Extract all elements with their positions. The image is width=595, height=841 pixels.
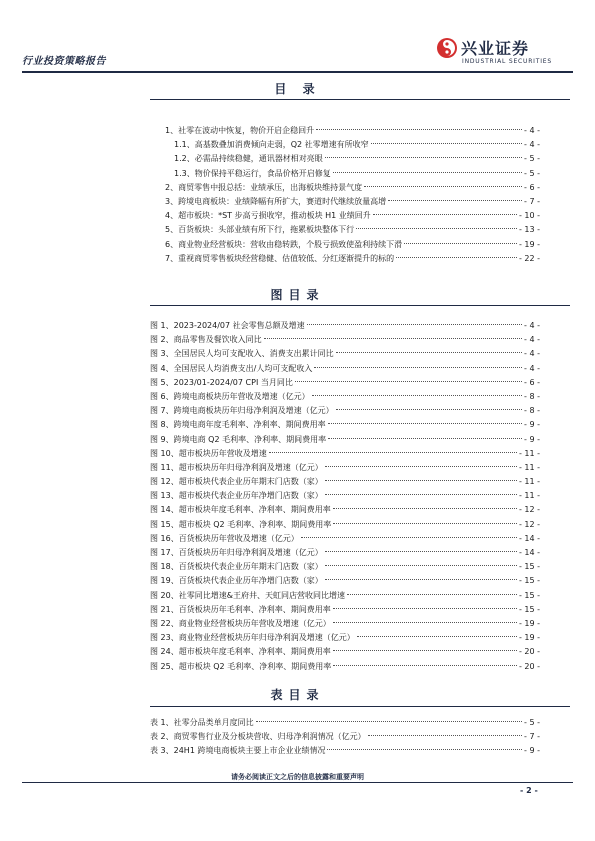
dot-leader <box>333 665 517 666</box>
figure-entry-page: - 9 - <box>524 420 540 430</box>
figure-entry[interactable] <box>150 390 540 404</box>
toc-entry-text: 6、商业物业经营板块：营收由稳转跌，个股亏损致使盈利持续下滑 <box>165 239 403 249</box>
figure-entry-text: 图 20、社零同比增速&王府井、天虹同店营收同比增速 <box>150 590 345 600</box>
dot-leader <box>336 352 522 353</box>
header-divider <box>22 71 573 73</box>
toc-list <box>150 124 540 266</box>
toc-entry[interactable] <box>150 209 540 223</box>
figure-entry-text: 图 6、跨境电商板块历年营收及增速（亿元） <box>150 391 310 401</box>
figure-entry[interactable] <box>150 660 540 674</box>
dot-leader <box>364 186 522 187</box>
figure-entry-page: - 12 - <box>518 519 540 529</box>
dot-leader <box>373 214 517 215</box>
logo-chinese-name: 兴业证券 <box>461 39 530 58</box>
figure-entry[interactable] <box>150 333 540 347</box>
figure-entry[interactable] <box>150 404 540 418</box>
dot-leader <box>325 466 517 467</box>
figure-entry-text: 图 24、超市板块年度毛利率、净利率、期间费用率 <box>150 647 331 657</box>
figure-entry-text: 图 12、超市板块代表企业历年期末门店数（家） <box>150 477 323 487</box>
toc-entry[interactable] <box>150 181 540 195</box>
dot-leader <box>328 438 522 439</box>
dot-leader <box>327 749 522 750</box>
figure-entry[interactable] <box>150 376 540 390</box>
toc-entry-page: - 6 - <box>524 182 540 192</box>
figure-entry[interactable] <box>150 347 540 361</box>
figure-entry[interactable] <box>150 362 540 376</box>
figure-entry-text: 图 8、跨境电商年度毛利率、净利率、期间费用率 <box>150 420 326 430</box>
toc-entry-text: 5、百货板块：头部业绩有所下行，拖累板块整体下行 <box>165 225 355 235</box>
figure-entry-text: 图 2、商品零售及餐饮收入同比 <box>150 335 262 345</box>
figure-entry-page: - 20 - <box>518 647 540 657</box>
figure-entry-page: - 11 - <box>518 491 540 501</box>
figure-entry-text: 图 17、百货板块历年归母净利润及增速（亿元） <box>150 548 323 557</box>
tables-title: 表目录 <box>270 688 325 702</box>
table-entry-page: - 5 - <box>524 718 540 727</box>
dot-leader <box>333 172 522 173</box>
figure-entry-text: 图 10、超市板块历年营收及增速 <box>150 448 267 458</box>
figure-entry-text: 图 11、超市板块历年归母净利润及增速（亿元） <box>150 462 323 472</box>
figure-entry[interactable] <box>150 418 540 432</box>
table-entry[interactable] <box>150 716 540 730</box>
figure-entry-text: 图 15、超市板块 Q2 毛利率、净利率、期间费用率 <box>150 519 332 529</box>
table-entry-page: - 9 - <box>524 746 540 756</box>
toc-entry-text: 1、社零在波动中恢复，物价开启企稳回升 <box>165 126 315 135</box>
dot-leader <box>336 409 522 410</box>
dot-leader <box>328 423 522 424</box>
dot-leader <box>357 636 517 637</box>
dot-leader <box>347 594 517 595</box>
figure-entry-text: 图 16、百货板块历年营收及增速（亿元） <box>150 533 299 543</box>
toc-entry-text: 4、超市板块：*ST 步高亏损收窄，推动板块 H1 业绩回升 <box>165 211 371 221</box>
figure-entry-page: - 9 - <box>524 434 540 444</box>
toc-entry-text: 2、商贸零售中报总括：业绩承压，出海板块维持景气度 <box>165 182 363 192</box>
toc-entry-page: - 5 - <box>524 168 540 178</box>
toc-entry[interactable] <box>150 152 540 166</box>
figures-list <box>150 319 540 674</box>
dot-leader <box>325 494 517 495</box>
figure-entry-page: - 11 - <box>518 462 540 472</box>
toc-entry-page: - 19 - <box>518 239 540 249</box>
dot-leader <box>307 324 522 325</box>
toc-entry-page: - 4 - <box>524 126 540 135</box>
dot-leader <box>404 243 517 244</box>
figure-entry[interactable] <box>150 603 540 617</box>
dot-leader <box>325 157 522 158</box>
figure-entry[interactable] <box>150 447 540 461</box>
figure-entry-page: - 4 - <box>524 321 540 330</box>
figure-entry[interactable] <box>150 631 540 645</box>
figure-entry-text: 图 19、百货板块代表企业历年净增门店数（家） <box>150 576 323 586</box>
figure-entry[interactable] <box>150 645 540 659</box>
figure-entry-page: - 4 - <box>524 335 540 345</box>
dot-leader <box>269 452 517 453</box>
figure-entry-page: - 8 - <box>524 406 540 416</box>
dot-leader <box>325 565 517 566</box>
tables-list <box>150 716 540 759</box>
figure-entry-text: 图 18、百货板块代表企业历年期末门店数（家） <box>150 562 323 572</box>
figure-entry-text: 图 14、超市板块年度毛利率、净利率、期间费用率 <box>150 505 331 515</box>
dot-leader <box>325 579 517 580</box>
dot-leader <box>333 508 517 509</box>
figure-entry-page: - 8 - <box>524 391 540 401</box>
dot-leader <box>333 622 517 623</box>
figure-entry[interactable] <box>150 475 540 489</box>
dot-leader <box>316 129 522 130</box>
tables-title-rule <box>150 706 570 707</box>
dot-leader <box>301 537 517 538</box>
figure-entry-text: 图 13、超市板块代表企业历年净增门店数（家） <box>150 491 323 501</box>
company-logo <box>436 36 554 72</box>
disclaimer-note: 请务必阅读正文之后的信息披露和重要声明 <box>231 773 364 781</box>
table-entry-text: 表 2、商贸零售行业及分板块营收、归母净利润情况（亿元） <box>150 732 366 742</box>
dot-leader <box>388 200 522 201</box>
figure-entry[interactable] <box>150 319 540 333</box>
logo-english-name: INDUSTRIAL SECURITIES <box>462 58 552 65</box>
toc-entry[interactable] <box>150 195 540 209</box>
toc-entry-text: 3、跨境电商板块：业绩降幅有所扩大，赛道时代继续放量高增 <box>165 196 387 206</box>
figure-entry-text: 图 4、全国居民人均消费支出/人均可支配收入 <box>150 363 313 373</box>
figure-entry-page: - 15 - <box>518 562 540 572</box>
table-entry[interactable] <box>150 730 540 744</box>
toc-title: 目 录 <box>274 82 321 96</box>
toc-entry[interactable] <box>150 124 540 138</box>
industrial-securities-logo-icon <box>436 37 458 59</box>
figure-entry-page: - 4 - <box>524 363 540 373</box>
dot-leader <box>256 721 522 722</box>
figure-entry[interactable] <box>150 489 540 503</box>
figures-title: 图目录 <box>270 288 325 302</box>
figure-entry-text: 图 25、超市板块 Q2 毛利率、净利率、期间费用率 <box>150 661 332 671</box>
toc-entry[interactable] <box>150 223 540 237</box>
toc-entry-text: 1.3、物价保持平稳运行，食品价格开启修复 <box>174 168 331 178</box>
dot-leader <box>333 523 517 524</box>
table-entry-page: - 7 - <box>524 732 540 742</box>
dot-leader <box>333 608 517 609</box>
toc-entry-page: - 7 - <box>524 196 540 206</box>
figure-entry-page: - 6 - <box>524 377 540 387</box>
figure-entry[interactable] <box>150 617 540 631</box>
toc-title-rule <box>150 99 570 100</box>
figure-entry-page: - 19 - <box>518 633 540 643</box>
figure-entry-text: 图 5、2023/01-2024/07 CPI 当月同比 <box>150 377 293 387</box>
dot-leader <box>295 381 522 382</box>
dot-leader <box>396 257 517 258</box>
toc-entry[interactable] <box>150 252 540 266</box>
figure-entry[interactable] <box>150 532 540 546</box>
toc-entry-page: - 10 - <box>518 211 540 221</box>
figure-entry-page: - 15 - <box>518 604 540 614</box>
dot-leader <box>264 338 522 339</box>
figure-entry-text: 图 23、商业物业经营板块历年归母净利润及增速（亿元） <box>150 633 355 643</box>
figure-entry[interactable] <box>150 518 540 532</box>
dot-leader <box>314 367 522 368</box>
toc-entry-page: - 4 - <box>524 140 540 150</box>
page-number: - 2 - <box>520 786 538 795</box>
figure-entry-text: 图 21、百货板块历年毛利率、净利率、期间费用率 <box>150 604 331 614</box>
report-type-label: 行业投资策略报告 <box>22 56 106 67</box>
dot-leader <box>325 480 517 481</box>
dot-leader <box>312 395 522 396</box>
figure-entry-page: - 20 - <box>518 661 540 671</box>
toc-entry-page: - 13 - <box>518 225 540 235</box>
figure-entry[interactable] <box>150 574 540 588</box>
toc-entry-page: - 22 - <box>518 253 540 263</box>
dot-leader <box>368 735 522 736</box>
figure-entry-page: - 15 - <box>518 590 540 600</box>
figure-entry-page: - 11 - <box>518 477 540 487</box>
table-entry-text: 表 1、社零分品类单月度同比 <box>150 718 254 727</box>
toc-entry-page: - 5 - <box>524 154 540 164</box>
toc-entry[interactable] <box>150 238 540 252</box>
figure-entry[interactable] <box>150 589 540 603</box>
dot-leader <box>325 551 517 552</box>
figure-entry-page: - 4 - <box>524 349 540 359</box>
figure-entry-text: 图 3、全国居民人均可支配收入、消费支出累计同比 <box>150 349 334 359</box>
figure-entry-text: 图 1、2023-2024/07 社会零售总额及增速 <box>150 321 305 330</box>
toc-entry[interactable] <box>150 167 540 181</box>
figure-entry-page: - 15 - <box>518 576 540 586</box>
dot-leader <box>356 228 517 229</box>
figure-entry-page: - 12 - <box>518 505 540 515</box>
dot-leader <box>371 143 522 144</box>
figure-entry[interactable] <box>150 503 540 517</box>
figure-entry-text: 图 9、跨境电商 Q2 毛利率、净利率、期间费用率 <box>150 434 327 444</box>
figure-entry[interactable] <box>150 546 540 560</box>
figure-entry-text: 图 22、商业物业经营板块历年营收及增速（亿元） <box>150 618 331 628</box>
table-entry[interactable] <box>150 744 540 758</box>
figure-entry-text: 图 7、跨境电商板块历年归母净利润及增速（亿元） <box>150 406 334 416</box>
toc-entry-text: 1.1、高基数叠加消费倾向走弱，Q2 社零增速有所收窄 <box>174 140 369 150</box>
toc-entry[interactable] <box>150 138 540 152</box>
toc-entry-text: 1.2、必需品持续稳健，通讯器材相对亮眼 <box>174 154 323 164</box>
figure-entry-page: - 14 - <box>518 548 540 557</box>
figure-entry[interactable] <box>150 433 540 447</box>
figure-entry[interactable] <box>150 560 540 574</box>
table-entry-text: 表 3、24H1 跨境电商板块主要上市企业业绩情况 <box>150 746 326 756</box>
toc-entry-text: 7、重视商贸零售板块经营稳健、估值较低、分红逐渐提升的标的 <box>165 253 395 263</box>
figures-title-rule <box>150 305 570 306</box>
footer-divider <box>22 782 573 783</box>
dot-leader <box>333 650 517 651</box>
figure-entry-page: - 19 - <box>518 618 540 628</box>
figure-entry-page: - 14 - <box>518 533 540 543</box>
figure-entry[interactable] <box>150 461 540 475</box>
figure-entry-page: - 11 - <box>518 448 540 458</box>
